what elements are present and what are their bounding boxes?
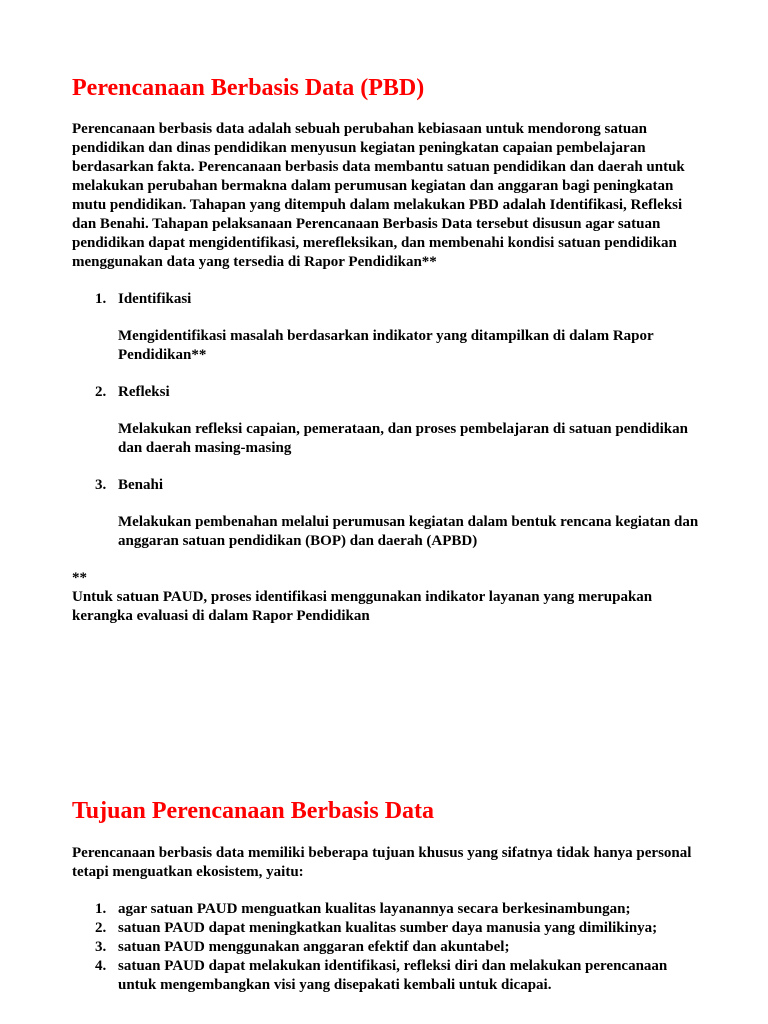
goal-text: satuan PAUD menggunakan anggaran efektif dan akuntabel; <box>118 939 510 955</box>
pbd-steps-list <box>72 290 702 551</box>
step-description: Melakukan pembenahan melalui perumusan kegiatan dalam bentuk rencana kegiatan dan anggaran satuan pendidikan (BOP) dan daerah (APBD) <box>118 514 699 549</box>
goal-text: satuan PAUD dapat meningkatkan kualitas sumber daya manusia yang dimilikinya; <box>118 920 658 936</box>
list-number: 1. <box>95 901 107 917</box>
list-item <box>72 919 702 938</box>
list-item <box>72 938 702 957</box>
list-number: 3. <box>95 939 107 955</box>
section-title-pbd: Perencanaan Berbasis Data (PBD) <box>72 75 425 101</box>
footnote-text: Untuk satuan PAUD, proses identifikasi menggunakan indikator layanan yang merupakan kerangka evaluasi di dalam Rapor Pendidikan <box>72 589 653 624</box>
goal-text: agar satuan PAUD menguatkan kualitas layanannya secara berkesinambungan; <box>118 901 631 917</box>
list-number: 2. <box>95 384 107 400</box>
pbd-intro-paragraph: Perencanaan berbasis data adalah sebuah perubahan kebiasaan untuk mendorong satuan pendidikan dan dinas pendidikan menyusun kegiatan peningkatan capaian pembelajaran berdasarkan fakta. Perencanaan berbasis data membantu satuan pendidikan dan daerah untuk melakukan perubahan bermakna dalam perumusan kegiatan dan anggaran bagi peningkatan mutu pendidikan. Tahapan yang ditempuh dalam melakukan PBD adalah Identifikasi, Refleksi dan Benahi. Tahapan pelaksanaan Perencanaan Berbasis Data tersebut disusun agar satuan pendidikan dapat mengidentifikasi, merefleksikan, dan membenahi kondisi satuan pendidikan menggunakan data yang tersedia di Rapor Pendidikan** <box>72 121 685 270</box>
section-title-tujuan: Tujuan Perencanaan Berbasis Data <box>72 798 435 824</box>
tujuan-goals-list <box>72 900 702 995</box>
tujuan-intro-paragraph: Perencanaan berbasis data memiliki beberapa tujuan khusus yang sifatnya tidak hanya personal tetapi menguatkan ekosistem, yaitu: <box>72 845 692 880</box>
goal-text: satuan PAUD dapat melakukan identifikasi, refleksi diri dan melakukan perencanaan untuk mengembangkan visi yang disepakati kembali untuk dicapai. <box>118 958 668 993</box>
list-item <box>72 900 702 919</box>
step-title: Refleksi <box>118 384 170 400</box>
list-item-benahi <box>72 476 702 551</box>
step-title: Benahi <box>118 477 164 493</box>
list-number: 4. <box>95 958 107 974</box>
footnote-mark: ** <box>72 570 87 586</box>
step-title: Identifikasi <box>118 291 192 307</box>
list-item-identifikasi <box>72 290 702 365</box>
document-body <box>72 74 702 626</box>
step-description: Melakukan refleksi capaian, pemerataan, dan proses pembelajaran di satuan pendidikan dan daerah masing-masing <box>118 421 688 456</box>
list-item-refleksi <box>72 383 702 458</box>
list-number: 3. <box>95 477 107 493</box>
list-number: 1. <box>95 291 107 307</box>
step-description: Mengidentifikasi masalah berdasarkan indikator yang ditampilkan di dalam Rapor Pendidikan** <box>118 328 654 363</box>
list-number: 2. <box>95 920 107 936</box>
list-item <box>72 957 702 995</box>
